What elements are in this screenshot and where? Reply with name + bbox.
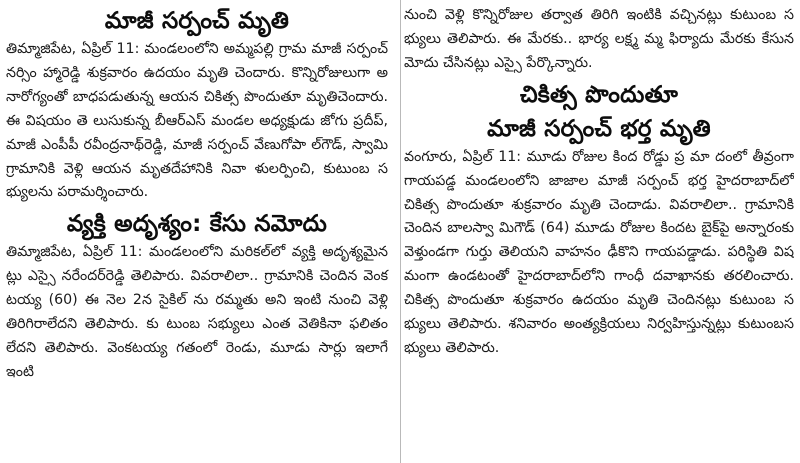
left-column (6, 4, 394, 463)
article-sarpanch-husband-death: వంగూరు, ఏప్రిల్ 11: మూడు రోజుల కింద రోడ్డు ప్ర మా దంలో తీవ్రంగా గాయపడ్డ మండలంలోని జాజాల మాజీ సర్పంచ్ భర్త హైదరాబాద్‌లో చికిత్స పొందుతూ శుక్రవారం మృతి చెందాడు. వివరాలిలా.. గ్రామానికి చెందిన బాలస్వా మిగౌడ్ (64) మూడు రోజుల కిందట బైక్‌పై అన్నారంకు వెళ్తుండగా గుర్తు తెలియని వాహనం ఢీకొని గాయపడ్డాడు. పరిస్థితి విషమంగా ఉండటంతో హైదరాబాద్‌లోని గాంధీ దవాఖానకు తరలించారు. చికిత్స పొందుతూ శుక్రవారం ఉదయం మృతి చెందినట్లు కుటుంబ సభ్యులు తెలిపారు. శనివారం అంత్యక్రియలు నిర్వహిస్తున్నట్లు కుటుంబస భ్యులు తెలిపారు. (404, 148, 794, 356)
headline-sarpanch-husband-death: మాజీ సర్పంచ్ భర్త మృతి (487, 115, 711, 142)
article-person-missing-continued: నుంచి వెళ్లి కొన్నిరోజుల తర్వాత తిరిగి ఇంటికి వచ్చినట్లు కుటుంబ సభ్యులు తెలిపారు. ఈ మేరకు.. భార్య లక్ష్మ మ్మ ఫిర్యాదు మేరకు కేసునమోదు చేసినట్లు ఎస్సై పేర్కొన్నారు. (404, 7, 794, 71)
article-former-sarpanch-death: తిమ్మాజిపేట, ఏప్రిల్ 11: మండలంలోని అమ్మపల్లి గ్రామ మాజీ సర్పంచ్ నర్సిం హ్మారెడ్డి శుక్రవారం ఉదయం మృతి చెందారు. కొన్నిరోజులుగా అనారోగ్యంతో బాధపడుతున్న ఆయన చికిత్స పొందుతూ మృతిచెందారు. ఈ విషయం తె లుసుకున్న బీఆర్ఎస్ మండల అధ్యక్షుడు జోగు ప్రదీప్, మాజీ ఎంపీపీ రవీంద్రనాథ్‌రెడ్డి, మాజీ సర్పంచ్ వేణుగోపా ల్‌గౌడ్, స్వామి గ్రామానికి వెళ్లి ఆయన మృతదేహానికి నివా ళులర్పించి, కుటుంబ సభ్యులను పరామర్శించారు. (6, 41, 388, 201)
headline-under-treatment: చికిత్స పొందుతూ (519, 81, 679, 108)
article-person-missing: తిమ్మాజిపేట, ఏప్రిల్ 11: మండలంలోని మరికల్‌లో వ్యక్తి అదృశ్యమైనట్లు ఎస్సై నరేందర్‌రెడ్డి తెలిపారు. వివరాలిలా.. గ్రామానికి చెందిన వెంకటయ్య (60) ఈ నెల 2న సైకిల్ ను రమ్మతు అని ఇంటి నుంచి వెళ్లి తిరిగిరాలేదని తెలిపారు. కు టుంబ సభ్యులు ఎంత వెతికినా ఫలితం లేదని తెలిపారు. వెంకటయ్య గతంలో రెండు, మూడు సార్లు ఇలాగే ఇంటి (6, 244, 388, 380)
headline-person-missing: వ్యక్తి అదృశ్యం: కేసు నమోదు (66, 211, 328, 238)
right-column (394, 4, 794, 463)
column-divider (400, 0, 401, 463)
headline-former-sarpanch-death: మాజీ సర్పంచ్ మృతి (104, 8, 290, 34)
